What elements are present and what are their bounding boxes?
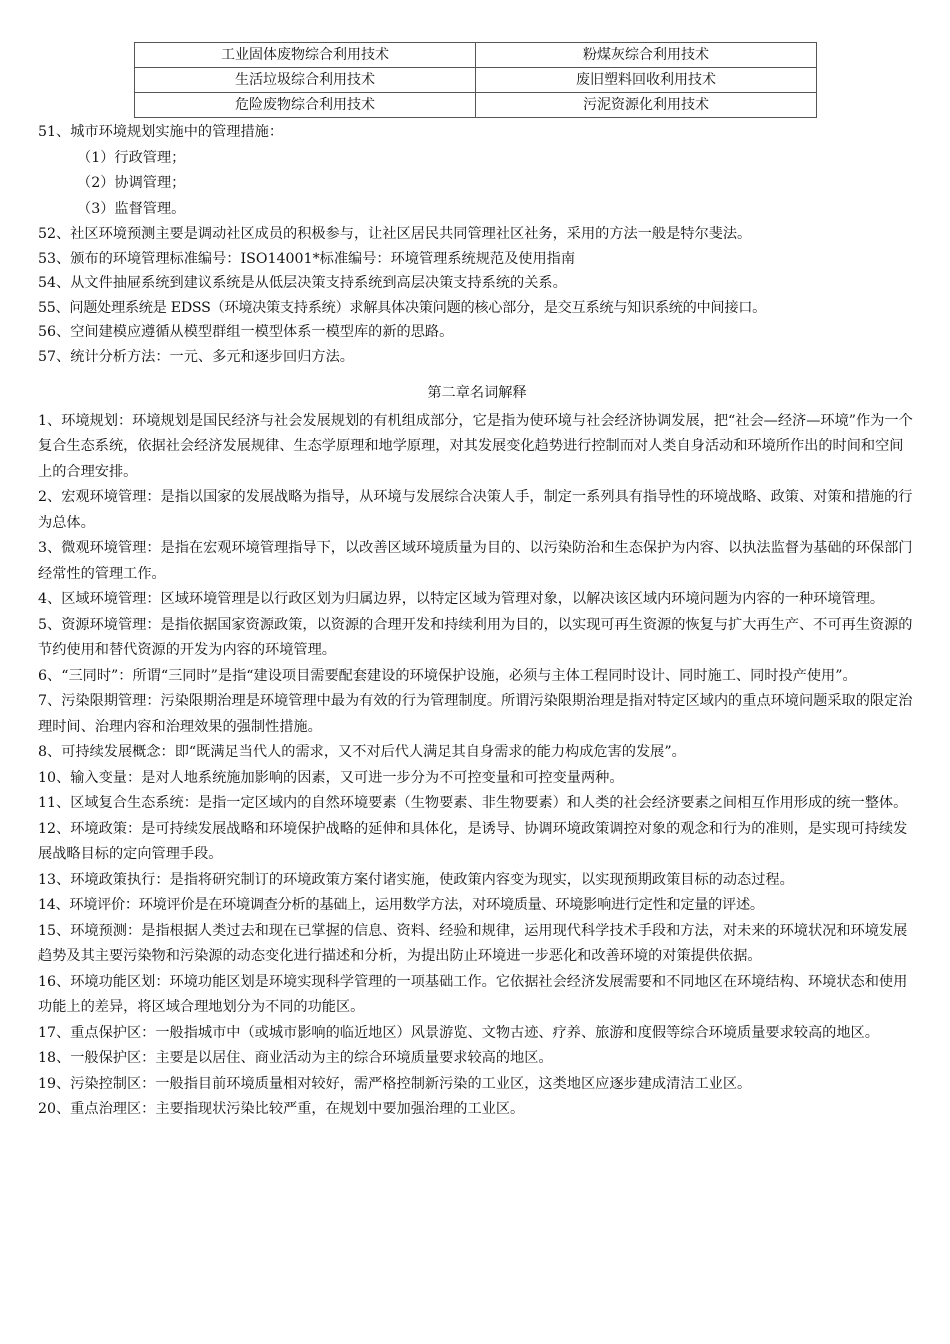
- table-cell: 污泥资源化利用技术: [476, 93, 817, 118]
- definition-item: 10、输入变量：是对人地系统施加影响的因素，又可进一步分为不可控变量和可控变量两种。: [38, 769, 624, 786]
- table-cell: 生活垃圾综合利用技术: [135, 68, 476, 93]
- item-56: 56、空间建模应遵循从模型群组一模型体系一模型库的新的思路。: [38, 324, 454, 340]
- definition-item: 13、环境政策执行：是指将研究制订的环境政策方案付诸实施，使政策内容变为现实，以实现预期政策目标的动态过程。: [38, 871, 794, 888]
- table-row: [135, 93, 817, 118]
- definition-item: 8、可持续发展概念：即“既满足当代人的需求，又不对后代人满足其自身需求的能力构成危害的发展”。: [38, 744, 686, 760]
- item-51: 51、城市环境规划实施中的管理措施：: [38, 124, 284, 140]
- technology-table: [134, 42, 817, 118]
- item-55: 55、问题处理系统是 EDSS（环境决策支持系统）求解具体决策问题的核心部分，是交互系统与知识系统的中间接口。: [38, 299, 766, 316]
- item-51-sub: （1）行政管理；: [77, 149, 186, 166]
- definition-item: 19、污染控制区：一般指目前环境质量相对较好，需严格控制新污染的工业区，这类地区应逐步建成清洁工业区。: [38, 1075, 752, 1092]
- table-row: [135, 68, 817, 93]
- definition-item: 1、环境规划：环境规划是国民经济与社会发展规划的有机组成部分，它是指为使环境与社会经济协调发展，把“社会—经济—环境”作为一个复合生态系统，依据社会经济发展规律、生态学原理和地学原理，对其发展变化趋势进行控制而对人类自身活动和环境所作出的时间和空间上的合理安排。: [38, 412, 913, 480]
- definition-item: 15、环境预测：是指根据人类过去和现在已掌握的信息、资料、经验和规律，运用现代科学技术手段和方法，对未来的环境状况和环境发展趋势及其主要污染物和污染源的动态变化进行描述和分析，为提出防止环境进一步恶化和改善环境的对策提供依据。: [38, 922, 908, 964]
- definition-item: 6、“三同时”：所谓“三同时”是指“建设项目需要配套建设的环境保护设施，必须与主体工程同时设计、同时施工、同时投产使用”。: [38, 667, 857, 684]
- item-51-sub: （3）监督管理。: [77, 200, 186, 217]
- item-52: 52、社区环境预测主要是调动社区成员的积极参与，让社区居民共同管理社区社务，采用的方法一般是特尔斐法。: [38, 226, 752, 242]
- table-cell: 工业固体废物综合利用技术: [135, 43, 476, 68]
- item-54: 54、从文件抽屉系统到建议系统是从低层决策支持系统到高层决策支持系统的关系。: [38, 275, 567, 291]
- definition-item: 18、一般保护区：主要是以居住、商业活动为主的综合环境质量要求较高的地区。: [38, 1050, 553, 1066]
- table-row: [135, 43, 817, 68]
- definition-item: 11、区域复合生态系统：是指一定区域内的自然环境要素（生物要素、非生物要素）和人类的社会经济要素之间相互作用形成的统一整体。: [38, 795, 908, 811]
- document-page: [38, 42, 916, 1123]
- definition-item: 4、区域环境管理：区域环境管理是以行政区划为归属边界，以特定区域为管理对象，以解决该区域内环境问题为内容的一种环境管理。: [38, 591, 885, 607]
- definition-item: 2、宏观环境管理：是指以国家的发展战略为指导，从环境与发展综合决策人手，制定一系列具有指导性的环境战略、政策、对策和措施的行为总体。: [38, 489, 913, 531]
- definition-item: 16、环境功能区划：环境功能区划是环境实现科学管理的一项基础工作。它依据社会经济发展需要和不同地区在环境结构、环境状态和使用功能上的差异，将区域合理地划分为不同的功能区。: [38, 973, 908, 1015]
- definition-item: 12、环境政策：是可持续发展战略和环境保护战略的延伸和具体化，是诱导、协调环境政策调控对象的观念和行为的准则，是实现可持续发展战略目标的定向管理手段。: [38, 820, 908, 862]
- definition-item: 3、微观环境管理：是指在宏观环境管理指导下，以改善区域环境质量为目的、以污染防治和生态保护为内容、以执法监督为基础的环保部门经常性的管理工作。: [38, 540, 913, 582]
- definition-item: 7、污染限期管理：污染限期治理是环境管理中最为有效的行为管理制度。所谓污染限期治理是指对特定区域内的重点环境问题采取的限定治理时间、治理内容和治理效果的强制性措施。: [38, 693, 913, 735]
- item-51-sub: （2）协调管理；: [77, 175, 186, 191]
- definition-item: 20、重点治理区：主要指现状污染比较严重，在规划中要加强治理的工业区。: [38, 1101, 525, 1117]
- definition-item: 5、资源环境管理：是指依据国家资源政策，以资源的合理开发和持续利用为目的，以实现可再生资源的恢复与扩大再生产、不可再生资源的节约使用和替代资源的开发为内容的环境管理。: [38, 616, 913, 658]
- table-cell: 粉煤灰综合利用技术: [476, 43, 817, 68]
- item-53: 53、颁布的环境管理标准编号：ISO14001*标准编号：环境管理系统规范及使用指南: [38, 250, 576, 267]
- item-57: 57、统计分析方法：一元、多元和逐步回归方法。: [38, 348, 354, 365]
- chapter-title: 第二章名词解释: [427, 385, 527, 401]
- table-cell: 危险废物综合利用技术: [135, 93, 476, 118]
- definition-item: 17、重点保护区：一般指城市中（或城市影响的临近地区）风景游览、文物古迹、疗养、旅游和度假等综合环境质量要求较高的地区。: [38, 1024, 879, 1041]
- table-cell: 废旧塑料回收利用技术: [476, 68, 817, 93]
- definition-item: 14、环境评价：环境评价是在环境调查分析的基础上，运用数学方法，对环境质量、环境影响进行定性和定量的评述。: [38, 897, 764, 913]
